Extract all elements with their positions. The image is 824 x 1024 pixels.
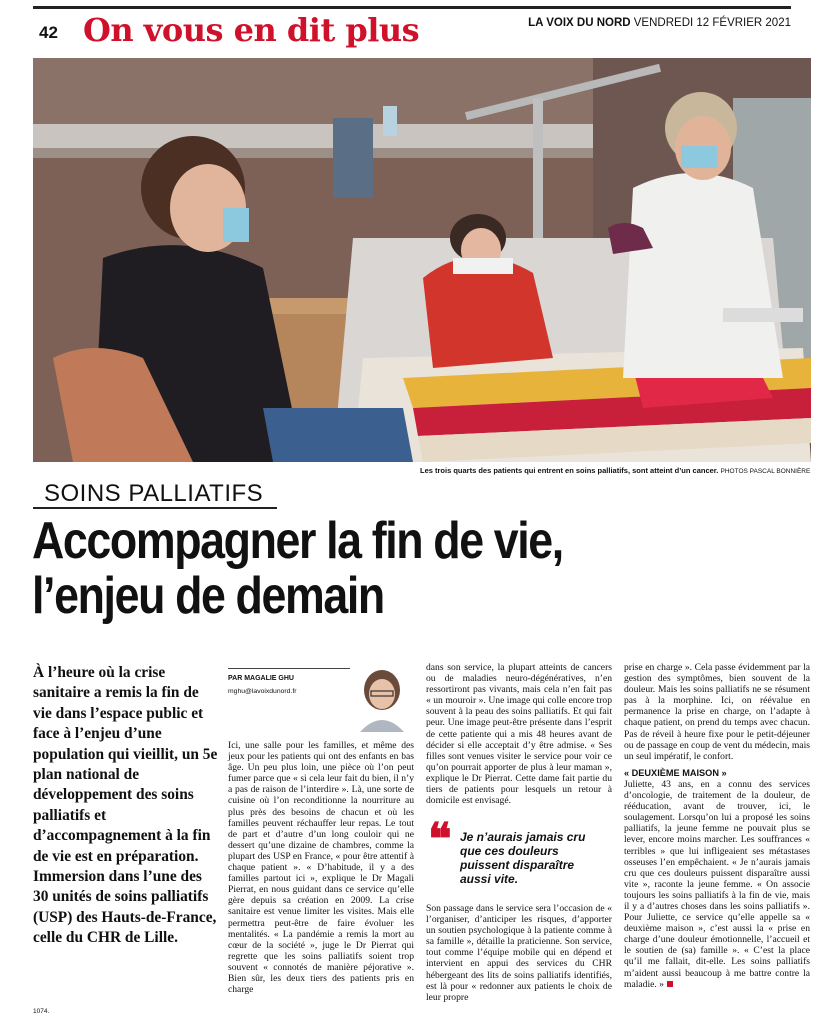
issue-date: VENDREDI 12 FÉVRIER 2021 [633,17,791,29]
section-title: On vous en dit plus [83,11,420,49]
headline [32,514,686,624]
headline-line-1: Accompagner la fin de vie, [32,512,563,570]
headline-line-2: l’enjeu de demain [32,567,384,625]
kicker: SOINS PALLIATIFS [44,480,264,507]
photo-caption [420,466,811,475]
author-name: PAR MAGALIE GHU [228,675,294,682]
end-of-article-icon [667,981,673,987]
folio: 1074. [33,1008,50,1015]
author-email: mghu@lavoixdunord.fr [228,688,297,695]
page-number: 42 [39,23,58,42]
kicker-rule [33,507,277,509]
pull-quote [428,814,608,890]
article-column-2 [426,662,612,806]
byline [228,668,350,730]
article-column-2-continued [426,903,612,1003]
caption-text: Les trois quarts des patients qui entrent en soins palliatifs, sont atteint d’un cancer. [420,466,719,475]
newspaper-name: LA VOIX DU NORD [528,17,631,29]
pull-quote-text: Je n’aurais jamais cru que ces douleurs puissent disparaître aussi vite. [460,830,586,886]
subheading: « DEUXIÈME MAISON » [624,767,727,778]
column-2b-text: Son passage dans le service sera l’occasion de « l’organiser, d’anticiper les risques, d’apporter un soutien psychologique à la patiente comme à sa famille », détaille la praticienne. Son service, tout comme l’équipe mobile qui en dépend et intervient en appui des services du CHR hébergeant des lits de soins palliatifs identifiés, est là pour « redonner aux patients le choix de leur propre [426,903,612,1003]
masthead [528,17,791,29]
photo-credit: PHOTOS PASCAL BONNIÈRE [720,468,811,475]
column-1-text: Ici, une salle pour les familles, et même des jeux pour les patients qui ont des enfants en bas âge. Un peu plus loin, une pièce où l’on peut fumer parce que « si cela leur fait du bien, il n’y a pas de raison de l’interdire ». Là, une sorte de cuisine où l’on reconditionne la nourriture au plus près des besoins de chacun et où les familles peuvent réchauffer leur repas. Le tout de part et d’autre d’un long couloir qui ne dessert qu’une dizaine de chambres, comme la plupart des USP en France, « pour être attentif à chaque patient ». « D’habitude, il y a des familles partout ici », explique le Dr Magali Pierrat, en nous guidant dans ce service qu’elle gère depuis sa création en 2009. La crise sanitaire est venue limiter les visites. Mais elle permettra peut-être de faire évoluer les mentalités. « La pandémie a remis la mort au cœur de la société », juge le Dr Pierrat qui regrette que les soins palliatifs soient trop souvent « connotés de manière péjorative ». Bien sûr, les deux tiers des patients pris en charge [228,740,414,996]
column-2-text: dans son service, la plupart atteints de cancers ou de maladies neuro-dégénératives, n’en ressortiront pas vivants, mais cela n’en fait pas « un mouroir ». Une image qui colle encore trop souvent à la peau des soins palliatifs. Et qui fait peur. Une image peut-être présente dans l’esprit de cette patiente qui a mis 48 heures avant de décider si elle acceptait d’y être admise. « Ses filles sont venues visiter le service pour voir ce qu’on pourrait apporter de plus à leur maman », explique le Dr Pierrat. Cette dame fait partie du tiers de patients pour lesquels un retour à domicile est envisagé. [426,662,612,807]
article-column-1 [228,740,414,995]
hospital-room-photo [33,58,811,462]
column-3b-text: Juliette, 43 ans, en a connu des services d’oncologie, de traitement de la douleur, de rééducation, avant de trouver, ici, le soulagement. Lorsqu’on lui a proposé les soins palliatifs, la jeune femme ne pouvait plus se lever, encore moins marcher. Les souffrances « terribles » que lui infligeaient ses métastases osseuses l’en empêchaient. « Je n’aurais jamais cru que ces douleurs puissent disparaître aussi vite », raconte la jeune femme. « On associe toujours les soins palliatifs à la fin de vie, mais il y a d’autres choses dans les soins palliatifs ». Pour Juliette, ce service qu’elle appelle sa « deuxième maison », c’est aussi la « prise en charge d’une douleur émotionnelle, l’accueil et le soutien de (sa) famille ». « C’est la place qu’il me fallait, dit-elle. Les soins palliatifs m’aident aussi beaucoup à me battre contre la maladie. » [624,778,810,990]
quote-mark-icon: ❝ [428,814,452,865]
lead-paragraph: À l’heure où la crise sanitaire a remis la fin de vie dans l’espace public et face à l’enjeu d’une population qui vieillit, un 5e plan national de développement des soins palliatifs et d’accompagnement à la fin de vie est en préparation. Immersion dans l’une des 30 unités de soins palliatifs (USP) des Hauts-de-France, celle du CHR de Lille. [33,664,218,947]
page-header [33,6,791,54]
photo-illustration [33,58,811,462]
article-column-3 [624,662,810,990]
author-portrait [352,664,412,732]
column-3a-text: prise en charge ». Cela passe évidemment par la gestion des symptômes, bien souvent de la douleur. Mais les soins palliatifs ne se résument pas à la morphine. Ici, on réévalue en permanence la prise en charge, on l’adapte à chaque patient, on prend du temps avec chacun. Pas de réveil à heure fixe pour le petit-déjeuner ou de passage en coup de vent du médecin, mais un seul impératif, le confort. [624,662,810,762]
